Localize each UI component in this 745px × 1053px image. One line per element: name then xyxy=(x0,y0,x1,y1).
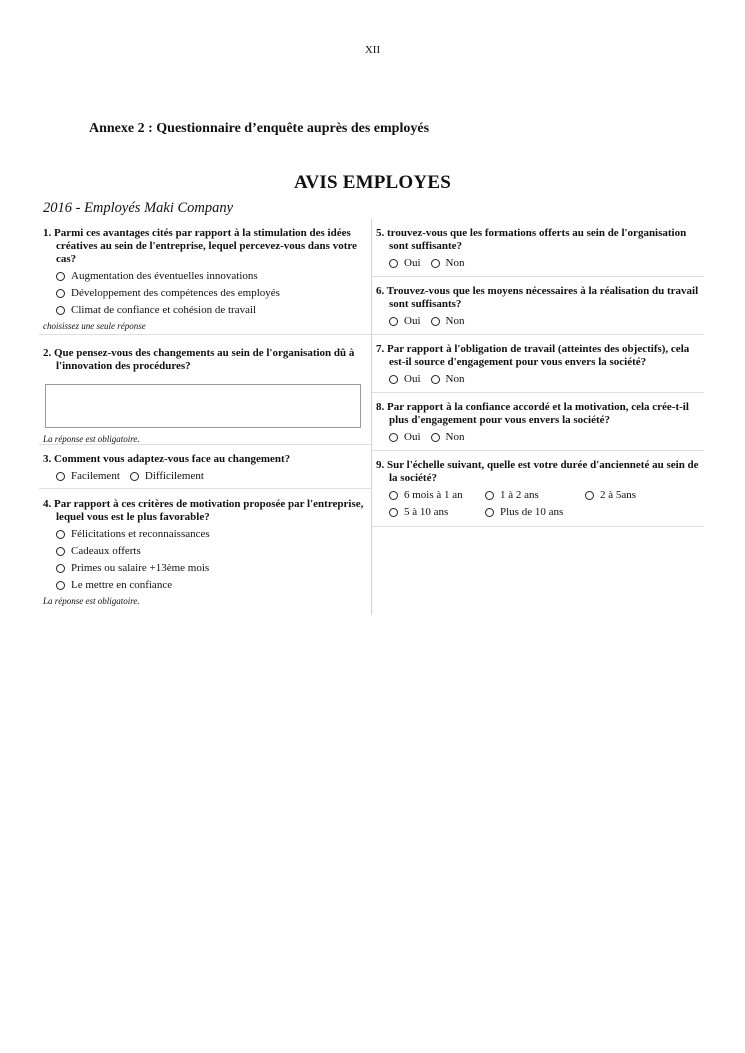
question-2-text: 2. Que pensez-vous des changements au sein de l'organisation dû à l'innovation des procédures? xyxy=(43,347,355,372)
radio-icon[interactable] xyxy=(389,433,398,442)
q4-option-3[interactable] xyxy=(56,562,367,575)
q9-option-5[interactable] xyxy=(485,506,585,518)
option-label: Non xyxy=(445,373,465,385)
q9-option-2[interactable] xyxy=(485,489,585,501)
option-label: Oui xyxy=(404,373,421,385)
radio-icon[interactable] xyxy=(130,472,139,481)
option-label: Oui xyxy=(404,257,421,269)
q3-option-2[interactable] xyxy=(130,470,204,482)
question-9 xyxy=(372,451,704,527)
option-label: 6 mois à 1 an xyxy=(404,489,463,501)
option-label: 5 à 10 ans xyxy=(404,506,449,518)
radio-icon[interactable] xyxy=(56,547,65,556)
radio-icon[interactable] xyxy=(56,564,65,573)
question-3 xyxy=(39,445,371,489)
radio-icon[interactable] xyxy=(56,306,65,315)
q4-option-1[interactable] xyxy=(56,528,367,541)
q7-option-oui[interactable] xyxy=(389,373,421,385)
q8-option-non[interactable] xyxy=(431,431,465,443)
question-2 xyxy=(39,335,371,445)
radio-icon[interactable] xyxy=(389,259,398,268)
question-7 xyxy=(372,335,704,393)
question-8 xyxy=(372,393,704,451)
question-7-text: 7. Par rapport à l'obligation de travail (atteintes des objectifs), cela est-il source d'engagement pour vous envers la société? xyxy=(376,343,690,368)
option-label: Le mettre en confiance xyxy=(71,579,173,591)
question-4 xyxy=(39,489,371,615)
q8-option-oui[interactable] xyxy=(389,431,421,443)
radio-icon[interactable] xyxy=(56,472,65,481)
q1-option-1[interactable] xyxy=(56,270,367,283)
radio-icon[interactable] xyxy=(485,491,494,500)
q3-option-1[interactable] xyxy=(56,470,120,482)
option-label: 2 à 5ans xyxy=(600,489,637,501)
radio-icon[interactable] xyxy=(485,508,494,517)
radio-icon[interactable] xyxy=(585,491,594,500)
option-label: Oui xyxy=(404,431,421,443)
question-4-text: 4. Par rapport à ces critères de motivation proposée par l'entreprise, lequel vous est le plus favorable? xyxy=(43,498,364,523)
option-label: Facilement xyxy=(71,470,120,482)
option-label: Primes ou salaire +13ème mois xyxy=(71,562,210,574)
question-1 xyxy=(39,219,371,335)
question-8-text: 8. Par rapport à la confiance accordé et la motivation, cela crée-t-il plus d'engagement pour vous envers la société? xyxy=(376,401,689,426)
option-label: Non xyxy=(445,431,465,443)
radio-icon[interactable] xyxy=(56,289,65,298)
q2-note: La réponse est obligatoire. xyxy=(43,434,140,444)
q4-note: La réponse est obligatoire. xyxy=(43,596,140,606)
q2-answer-textarea[interactable] xyxy=(45,384,361,428)
q1-option-2[interactable] xyxy=(56,287,367,300)
question-6-text: 6. Trouvez-vous que les moyens nécessaires à la réalisation du travail sont suffisants? xyxy=(376,285,699,310)
radio-icon[interactable] xyxy=(389,508,398,517)
option-label: Climat de confiance et cohésion de travail xyxy=(71,304,257,316)
radio-icon[interactable] xyxy=(56,272,65,281)
q4-option-4[interactable] xyxy=(56,579,367,592)
radio-icon[interactable] xyxy=(56,530,65,539)
option-label: Non xyxy=(445,257,465,269)
option-label: Non xyxy=(445,315,465,327)
option-label: 1 à 2 ans xyxy=(500,489,539,501)
radio-icon[interactable] xyxy=(389,491,398,500)
annex-title: Annexe 2 : Questionnaire d’enquête auprès des employés xyxy=(89,121,430,136)
q9-option-4[interactable] xyxy=(389,506,485,518)
question-1-text: 1. Parmi ces avantages cités par rapport à la stimulation des idées créatives au sein de l'entreprise, lequel percevez-vous dans votre cas? xyxy=(43,227,357,265)
radio-icon[interactable] xyxy=(56,581,65,590)
option-label: Développement des compétences des employés xyxy=(71,287,280,299)
q9-option-1[interactable] xyxy=(389,489,485,501)
radio-icon[interactable] xyxy=(431,375,440,384)
page-number: XII xyxy=(364,44,381,56)
radio-icon[interactable] xyxy=(431,317,440,326)
question-5 xyxy=(372,219,704,277)
radio-icon[interactable] xyxy=(389,375,398,384)
right-column xyxy=(372,219,704,527)
question-5-text: 5. trouvez-vous que les formations offerts au sein de l'organisation sont suffisante? xyxy=(376,227,687,252)
radio-icon[interactable] xyxy=(389,317,398,326)
question-3-text: 3. Comment vous adaptez-vous face au changement? xyxy=(43,453,291,465)
form-title: AVIS EMPLOYES xyxy=(294,172,451,193)
radio-icon[interactable] xyxy=(431,259,440,268)
option-label: Plus de 10 ans xyxy=(500,506,564,518)
q5-option-non[interactable] xyxy=(431,257,465,269)
option-label: Oui xyxy=(404,315,421,327)
q1-note: choisissez une seule réponse xyxy=(43,321,146,331)
question-6 xyxy=(372,277,704,335)
radio-icon[interactable] xyxy=(431,433,440,442)
q7-option-non[interactable] xyxy=(431,373,465,385)
option-label: Félicitations et reconnaissances xyxy=(71,528,210,540)
option-label: Augmentation des éventuelles innovations xyxy=(71,270,258,282)
q9-option-3[interactable] xyxy=(585,489,685,501)
question-9-text: 9. Sur l'échelle suivant, quelle est votre durée d'ancienneté au sein de la société? xyxy=(376,459,699,484)
q5-option-oui[interactable] xyxy=(389,257,421,269)
left-column xyxy=(39,219,372,615)
q6-option-non[interactable] xyxy=(431,315,465,327)
q4-option-2[interactable] xyxy=(56,545,367,558)
option-label: Difficilement xyxy=(144,470,204,482)
form-subtitle: 2016 - Employés Maki Company xyxy=(43,200,234,216)
q6-option-oui[interactable] xyxy=(389,315,421,327)
option-label: Cadeaux offerts xyxy=(71,545,141,557)
q1-option-3[interactable] xyxy=(56,304,367,317)
